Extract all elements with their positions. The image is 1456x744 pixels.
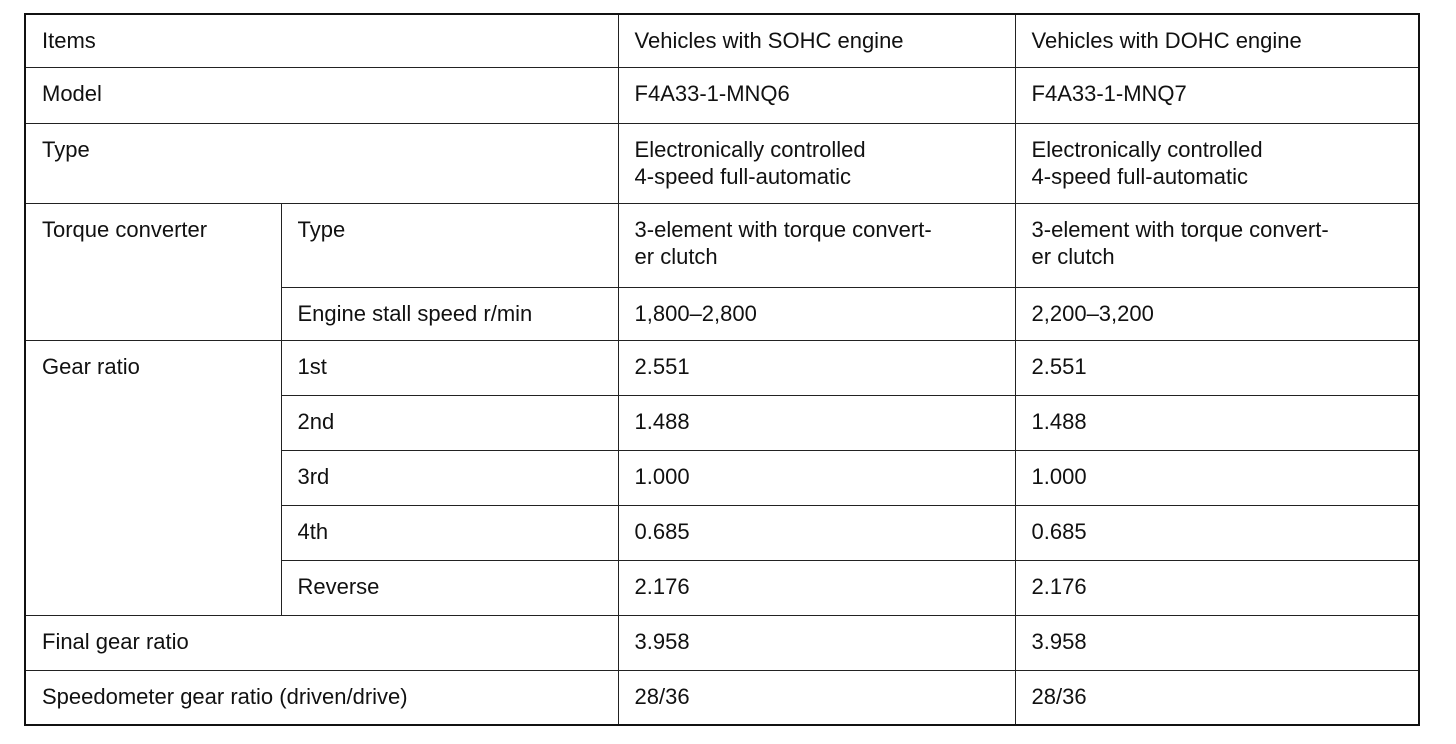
gear-3rd-sohc-value: 1.000 [634,463,690,489]
stall-label-cell [281,287,618,340]
stall-label: Engine stall speed r/min [297,300,533,326]
header-items-label: Items [42,28,96,53]
table-row-model [25,67,1419,123]
type-sohc-value: Electronically controlled 4-speed full-automatic [634,136,866,189]
table-header-row [25,14,1419,67]
gear-3rd-label: 3rd [297,463,330,489]
gear-3rd-sohc-cell [618,450,1015,505]
final-gear-label: Final gear ratio [42,628,189,654]
type-dohc-cell [1015,123,1419,203]
gear-4th-dohc-cell [1015,505,1419,560]
gear-ratio-label: Gear ratio [42,353,140,379]
model-label: Model [42,80,102,106]
final-gear-sohc-value: 3.958 [634,628,690,654]
speedometer-sohc-cell [618,670,1015,725]
header-dohc [1015,14,1419,67]
speedometer-label-cell [25,670,618,725]
model-dohc-cell [1015,67,1419,123]
torque-converter-label: Torque converter [42,216,208,242]
gear-reverse-label: Reverse [297,573,380,599]
model-label-cell [25,67,618,123]
stall-sohc-value: 1,800–2,800 [634,300,757,326]
type-label: Type [42,136,90,162]
gear-4th-label: 4th [297,518,329,544]
final-gear-dohc-value: 3.958 [1031,628,1087,654]
gear-1st-sohc-value: 2.551 [634,353,690,379]
gear-2nd-sohc-cell [618,395,1015,450]
gear-reverse-label-cell [281,560,618,615]
header-sohc-label: Vehicles with SOHC engine [634,28,904,53]
stall-sohc-cell [618,287,1015,340]
gear-ratio-label-cell [25,340,281,615]
torque-type-label: Type [297,216,346,242]
model-sohc-value: F4A33-1-MNQ6 [634,80,790,106]
gear-reverse-dohc-cell [1015,560,1419,615]
gear-reverse-sohc-value: 2.176 [634,573,690,599]
stall-dohc-value: 2,200–3,200 [1031,300,1154,326]
type-dohc-value: Electronically controlled 4-speed full-automatic [1031,136,1263,189]
gear-1st-label: 1st [297,353,327,379]
gear-4th-sohc-cell [618,505,1015,560]
stall-dohc-cell [1015,287,1419,340]
gear-3rd-label-cell [281,450,618,505]
type-label-cell [25,123,618,203]
gear-2nd-label: 2nd [297,408,335,434]
speedometer-label: Speedometer gear ratio (driven/drive) [42,683,408,709]
gear-1st-dohc-cell [1015,340,1419,395]
header-items [25,14,618,67]
final-gear-sohc-cell [618,615,1015,670]
gear-3rd-dohc-cell [1015,450,1419,505]
gear-4th-label-cell [281,505,618,560]
header-dohc-label: Vehicles with DOHC engine [1031,28,1302,53]
torque-converter-label-cell [25,203,281,340]
speedometer-sohc-value: 28/36 [634,683,690,709]
spec-table [24,13,1420,726]
speedometer-dohc-cell [1015,670,1419,725]
table-row-gear-1st [25,340,1419,395]
gear-1st-sohc-cell [618,340,1015,395]
gear-1st-dohc-value: 2.551 [1031,353,1087,379]
torque-type-dohc-value: 3-element with torque convert- er clutch [1031,216,1329,269]
table-row-speedometer [25,670,1419,725]
model-sohc-cell [618,67,1015,123]
gear-2nd-sohc-value: 1.488 [634,408,690,434]
gear-2nd-dohc-cell [1015,395,1419,450]
torque-type-sohc-value: 3-element with torque convert- er clutch [634,216,932,269]
final-gear-dohc-cell [1015,615,1419,670]
gear-1st-label-cell [281,340,618,395]
torque-type-sohc-cell [618,203,1015,287]
gear-4th-sohc-value: 0.685 [634,518,690,544]
model-dohc-value: F4A33-1-MNQ7 [1031,80,1187,106]
gear-reverse-sohc-cell [618,560,1015,615]
gear-2nd-label-cell [281,395,618,450]
gear-3rd-dohc-value: 1.000 [1031,463,1087,489]
table-row-final-gear [25,615,1419,670]
type-sohc-cell [618,123,1015,203]
torque-type-label-cell [281,203,618,287]
gear-4th-dohc-value: 0.685 [1031,518,1087,544]
gear-reverse-dohc-value: 2.176 [1031,573,1087,599]
speedometer-dohc-value: 28/36 [1031,683,1087,709]
header-sohc [618,14,1015,67]
final-gear-label-cell [25,615,618,670]
gear-2nd-dohc-value: 1.488 [1031,408,1087,434]
table-row-type [25,123,1419,203]
torque-type-dohc-cell [1015,203,1419,287]
table-row-torque-type [25,203,1419,287]
